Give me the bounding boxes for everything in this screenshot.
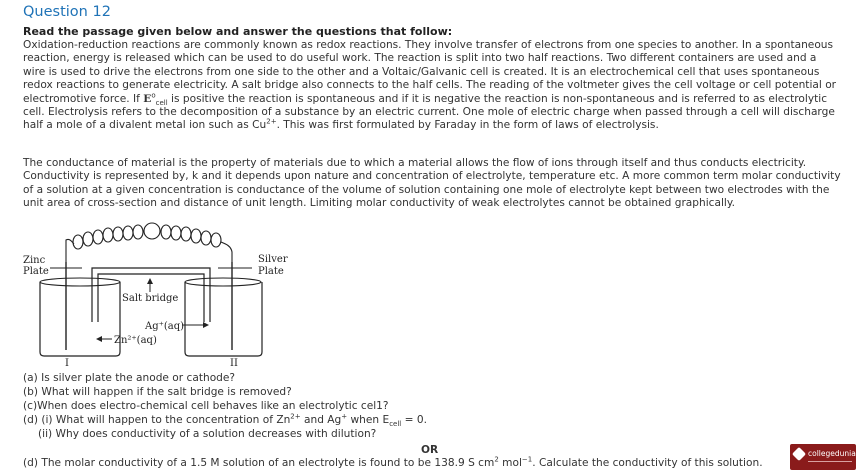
text-fragment: (d) The molar conductivity of a 1.5 M solution of an electrolyte is found to be 138.9 S cm <box>23 457 495 469</box>
half-cell-II-label: II <box>230 358 238 369</box>
superscript: + <box>341 412 348 421</box>
beaker-left <box>40 282 120 356</box>
logo-icon <box>792 447 806 461</box>
superscript: 2+ <box>290 412 301 421</box>
cell-potential-symbol: E <box>143 92 152 105</box>
subscript: cell <box>155 98 168 107</box>
question-c: (c)When does electro-chemical cell behaves like an electrolytic cel1? <box>23 400 389 412</box>
salt-bridge-label: Salt bridge <box>122 293 179 304</box>
text-fragment: and Ag <box>300 414 342 426</box>
passage-line: Oxidation-reduction reactions are commonly known as redox reactions. They involve transfer of electrons from one species to another. In a spontaneous <box>23 39 834 51</box>
text-fragment: . This was first formulated by Faraday in the form of laws of electrolysis. <box>276 119 659 132</box>
text-fragment: is positive the reaction is spontaneous and if it is negative the reaction is non-spontaneous and is referred to as electrolytic <box>167 92 828 105</box>
galvanic-cell-diagram <box>0 212 300 372</box>
zn-ion-label: Zn²⁺(aq) <box>114 335 157 346</box>
superscript: o <box>151 91 156 100</box>
passage-line <box>23 119 853 132</box>
superscript: −1 <box>521 455 533 464</box>
coil-wire-right <box>221 242 232 262</box>
question-d-alt <box>23 457 763 469</box>
passage-line: Conductivity is represented by, k and it depends upon nature and concentration of electrolyte, temperature etc. A more common term molar conductivity <box>23 170 841 183</box>
beaker-right-rim <box>185 278 261 286</box>
question-d-i <box>23 412 427 429</box>
question-d-ii: (ii) Why does conductivity of a solution decreases with dilution? <box>38 428 377 440</box>
logo-text: collegedunia <box>808 449 856 458</box>
text-fragment: . Calculate the conductivity of this solution. <box>532 457 763 469</box>
zinc-label-2: Plate <box>23 266 49 277</box>
beaker-right <box>185 282 262 356</box>
text-fragment: when E <box>347 414 390 426</box>
passage-line: The conductance of material is the property of materials due to which a material allows the flow of ions through itself and thus conducts electricity. <box>23 157 807 169</box>
text-fragment: electromotive force. If <box>23 92 144 105</box>
arrow-up-icon <box>147 278 153 284</box>
silver-label: Silver <box>258 254 288 265</box>
text-fragment: mol <box>498 457 522 469</box>
subscript: cell <box>389 420 402 429</box>
passage-paragraph-1 <box>23 39 853 133</box>
arrow-right-icon <box>203 322 209 328</box>
silver-label-2: Plate <box>258 266 284 277</box>
passage-line: cell. Electrolysis refers to the decomposition of a substance by an electric current. One mole of electric charge when passed through a cell will discharge <box>23 106 835 119</box>
passage-line: of a solution at a given concentration is conductance of the volume of solution containing one mole of electrolyte kept between two electrodes with the <box>23 183 830 196</box>
text-fragment: (d) (i) What will happen to the concentration of Zn <box>23 414 291 426</box>
passage-line: unit area of cross-section and distance of unit length. Limiting molar conductivity of weak electrolytes cannot be obtained graphically. <box>23 197 735 210</box>
passage-paragraph-2 <box>23 157 853 211</box>
coil-icon <box>73 223 221 249</box>
or-separator: OR <box>421 444 439 456</box>
text-fragment: half a mole of a divalent metal ion such as Cu <box>23 119 267 132</box>
question-a: (a) Is silver plate the anode or cathode? <box>23 372 236 384</box>
half-cell-I-label: I <box>65 358 69 369</box>
passage-line: redox reactions to generate electricity. A salt bridge also connects to the half cells. The reading of the voltmeter gives the cell voltage or cell potential or <box>23 79 837 92</box>
passage-line: wire is used to drive the electrons from one side to the other and a Voltaic/Galvanic cell is created. It is an electrochemical cell that uses spontaneous <box>23 65 820 78</box>
superscript: 2+ <box>266 117 277 126</box>
instruction-heading: Read the passage given below and answer the questions that follow: <box>23 25 453 38</box>
logo-underline <box>808 461 852 462</box>
arrow-left-icon <box>96 336 102 342</box>
passage-line: reaction, energy is released which can be used to do useful work. The reaction is split into two half reactions. Two different containers are used and a <box>23 52 817 65</box>
question-b: (b) What will happen if the salt bridge is removed? <box>23 386 292 398</box>
text-fragment: = 0. <box>401 414 427 426</box>
collegedunia-logo[interactable] <box>790 444 856 470</box>
zinc-label: Zinc <box>23 255 46 266</box>
superscript: 2 <box>494 455 499 464</box>
beaker-left-rim <box>40 278 120 286</box>
ag-ion-label: Ag⁺(aq) <box>145 321 185 332</box>
passage-line <box>23 93 853 106</box>
question-title: Question 12 <box>23 4 111 20</box>
